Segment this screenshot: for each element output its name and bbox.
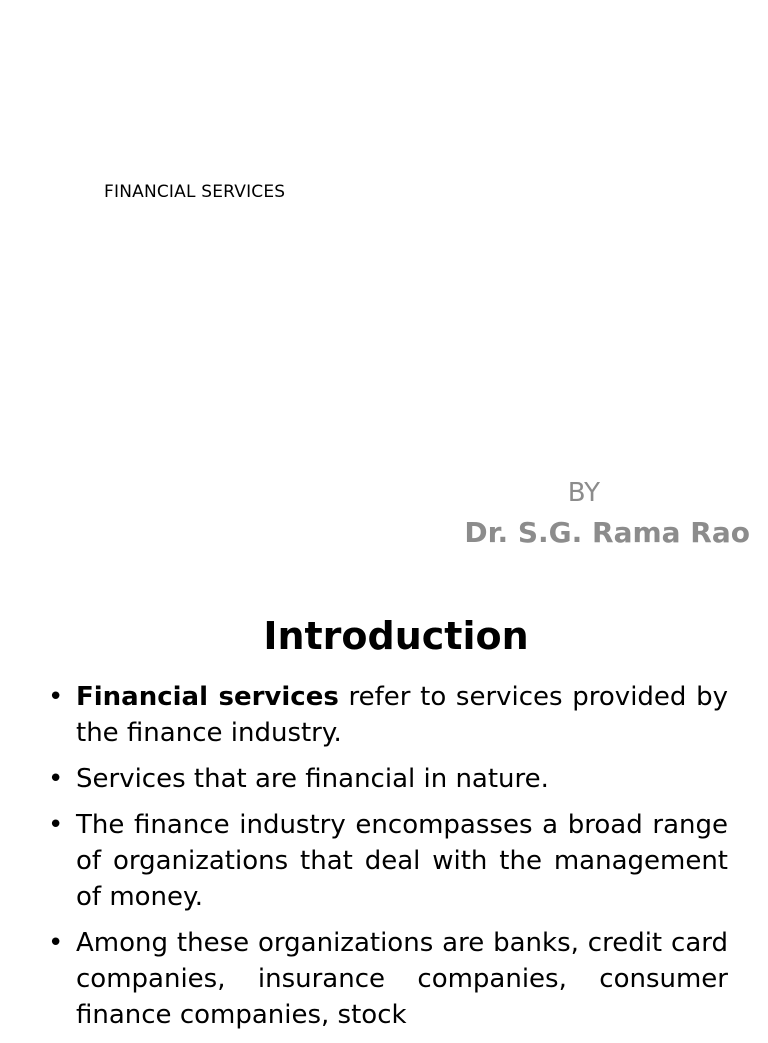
section-heading: Introduction [263,614,529,658]
bullet-text: Among these organizations are banks, credit card companies, insurance companies, consumer finance companies, stock [76,928,728,1030]
bullet-item [48,679,728,751]
bullet-item [48,807,728,915]
bullet-text: Services that are financial in nature. [76,764,549,794]
slide-title: FINANCIAL SERVICES [104,182,286,202]
bullet-marker: • [48,928,64,958]
bullet-text: The finance industry encompasses a broad range of organizations that deal with the management of money. [76,810,728,912]
bullet-item [48,761,728,797]
author-name: Dr. S.G. Rama Rao [464,516,750,549]
by-label: BY [567,478,600,508]
bullet-item [48,925,728,1033]
bullet-list [48,679,728,1043]
bullet-text: refer to services provided by the finance industry. [76,682,728,748]
bold-term: Financial services [76,682,339,712]
bullet-marker: • [48,764,64,794]
bullet-marker: • [48,682,64,712]
bullet-marker: • [48,810,64,840]
